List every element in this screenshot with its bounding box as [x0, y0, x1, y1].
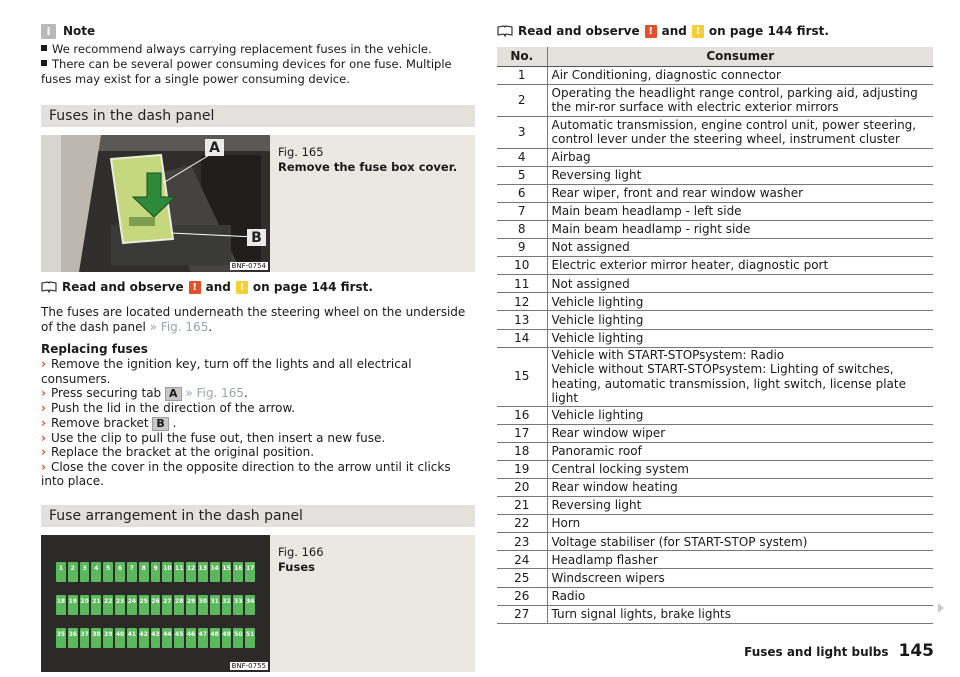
table-row — [497, 605, 933, 623]
table-row — [497, 406, 933, 424]
table-header-row — [497, 47, 933, 66]
fuse-number-cell: 27 — [497, 605, 547, 623]
table-row — [497, 275, 933, 293]
intro-paragraph: The fuses are located underneath the steering wheel on the underside of the dash panel » Fig. 165. — [41, 305, 466, 334]
table-row — [497, 329, 933, 347]
consumer-cell: Radio — [547, 587, 933, 605]
fuse-number-cell: 19 — [497, 460, 547, 478]
fuse-slot: 20 — [80, 595, 90, 615]
consumer-cell: Rear window wiper — [547, 424, 933, 442]
fuse-slot: 5 — [103, 562, 113, 582]
step-arrow-icon: › — [41, 459, 46, 474]
fuse-row — [56, 595, 255, 615]
continue-arrow-icon — [938, 603, 944, 613]
fuse-slot: 2 — [68, 562, 78, 582]
consumer-cell: Panoramic roof — [547, 442, 933, 460]
consumer-cell: Vehicle lighting — [547, 293, 933, 311]
warning-yellow-icon[interactable]: ! — [692, 25, 704, 38]
step-item: › Replace the bracket at the original position. — [41, 445, 315, 459]
fuse-number-cell: 15 — [497, 347, 547, 406]
consumer-cell: Vehicle lighting — [547, 311, 933, 329]
fuse-slot: 38 — [91, 628, 101, 648]
step-arrow-icon: › — [41, 401, 46, 415]
consumer-cell: Windscreen wipers — [547, 569, 933, 587]
table-row — [497, 497, 933, 515]
step-arrow-icon: › — [41, 445, 46, 459]
table-row — [497, 533, 933, 551]
fuse-slot: 28 — [174, 595, 184, 615]
table-row — [497, 515, 933, 533]
fuse-slot: 11 — [174, 562, 184, 582]
table-row — [497, 66, 933, 84]
fuse-number-cell: 10 — [497, 257, 547, 275]
fuse-slot: 14 — [210, 562, 220, 582]
fuse-number-cell: 4 — [497, 148, 547, 166]
bullet-square-icon — [41, 60, 47, 66]
replacing-title: Replacing fuses — [41, 342, 148, 356]
fuse-cover-photo — [41, 135, 270, 272]
key-a-badge: A — [165, 387, 182, 401]
fig-165-link[interactable]: » Fig. 165 — [185, 386, 245, 400]
table-row — [497, 442, 933, 460]
step-arrow-icon: › — [41, 357, 46, 371]
consumer-cell: Rear window heating — [547, 479, 933, 497]
fuse-slot: 33 — [233, 595, 243, 615]
table-row — [497, 347, 933, 406]
fuse-number-cell: 9 — [497, 239, 547, 257]
table-row — [497, 184, 933, 202]
fuse-slot: 32 — [222, 595, 232, 615]
fuse-slot: 10 — [162, 562, 172, 582]
consumer-cell: Headlamp flasher — [547, 551, 933, 569]
step-arrow-icon: › — [41, 415, 46, 430]
consumer-cell: Electric exterior mirror heater, diagnostic port — [547, 257, 933, 275]
fuse-slot: 31 — [210, 595, 220, 615]
step-item: › Push the lid in the direction of the arrow. — [41, 401, 296, 415]
fuse-slot: 42 — [139, 628, 149, 648]
consumer-cell: Reversing light — [547, 166, 933, 184]
consumer-cell: Rear wiper, front and rear window washer — [547, 184, 933, 202]
step-arrow-icon: › — [41, 430, 46, 445]
left-column — [41, 20, 475, 672]
table-row — [497, 166, 933, 184]
bullet-square-icon — [41, 45, 47, 51]
table-row — [497, 84, 933, 116]
table-row — [497, 220, 933, 238]
fuse-number-cell: 11 — [497, 275, 547, 293]
column-header-consumer: Consumer — [547, 47, 933, 66]
figure-code: BNF-0754 — [231, 262, 266, 270]
fuse-slot: 39 — [103, 628, 113, 648]
table-row — [497, 257, 933, 275]
table-row — [497, 311, 933, 329]
fuse-number-cell: 14 — [497, 329, 547, 347]
step-arrow-icon: › — [41, 386, 46, 400]
fuse-slot: 15 — [222, 562, 232, 582]
fuse-slot: 43 — [151, 628, 161, 648]
fuse-slot: 46 — [186, 628, 196, 648]
fuse-slot: 9 — [151, 562, 161, 582]
consumer-cell: Not assigned — [547, 239, 933, 257]
table-row — [497, 239, 933, 257]
consumer-cell: Vehicle lighting — [547, 406, 933, 424]
fuse-slot: 7 — [127, 562, 137, 582]
page-footer — [744, 641, 934, 661]
fuse-slot: 50 — [233, 628, 243, 648]
fuse-slot: 18 — [56, 595, 66, 615]
fuse-slot: 3 — [80, 562, 90, 582]
figure-166-caption — [270, 535, 324, 672]
consumer-cell: Main beam headlamp - left side — [547, 202, 933, 220]
table-row — [497, 460, 933, 478]
fuse-number-cell: 25 — [497, 569, 547, 587]
fuse-slot: 51 — [245, 628, 255, 648]
table-row — [497, 587, 933, 605]
key-b-badge: B — [152, 417, 168, 431]
table-row — [497, 479, 933, 497]
fuse-row — [56, 628, 255, 648]
footer-section-title: Fuses and light bulbs — [744, 645, 889, 659]
fuse-slot: 21 — [91, 595, 101, 615]
table-row — [497, 424, 933, 442]
figure-label: Fig. 165 — [278, 145, 324, 159]
step-item: › Close the cover in the opposite direction to the arrow until it clicks into place. — [41, 459, 451, 488]
note-bullet: We recommend always carrying replacement fuses in the vehicle. — [41, 42, 475, 57]
figure-title: Fuses — [278, 559, 315, 574]
fuse-number-cell: 2 — [497, 84, 547, 116]
note-bullet: There can be several power consuming devices for one fuse. Multiple fuses may exist for a single power consuming device. — [41, 57, 452, 86]
fuse-slot: 47 — [198, 628, 208, 648]
fig-165-link[interactable]: » Fig. 165 — [149, 320, 209, 334]
fuse-cover-illustration — [41, 135, 270, 272]
consumer-cell: Voltage stabiliser (for START-STOP system) — [547, 533, 933, 551]
fuse-row — [56, 562, 255, 582]
marker-a-label: A — [205, 139, 224, 156]
right-column — [497, 20, 933, 624]
note-title: Note — [63, 24, 96, 38]
fuse-slot: 19 — [68, 595, 78, 615]
table-row — [497, 148, 933, 166]
fuse-number-cell: 7 — [497, 202, 547, 220]
fuse-slot: 25 — [139, 595, 149, 615]
fuse-slot: 30 — [198, 595, 208, 615]
step-item: › Use the clip to pull the fuse out, then insert a new fuse. — [41, 430, 386, 445]
fuse-number-cell: 21 — [497, 497, 547, 515]
step-item: › Press securing tab A » Fig. 165. — [41, 386, 248, 400]
info-icon: i — [41, 24, 56, 39]
consumer-cell: Reversing light — [547, 497, 933, 515]
figure-165-caption — [270, 135, 457, 272]
figure-166 — [41, 535, 475, 672]
fuse-slot: 26 — [151, 595, 161, 615]
fuse-slot: 36 — [68, 628, 78, 648]
warning-yellow-icon[interactable]: ! — [236, 281, 248, 294]
fuse-number-cell: 17 — [497, 424, 547, 442]
step-item: › Remove bracket B . — [41, 415, 177, 430]
consumer-cell: Automatic transmission, engine control unit, power steering, control lever under the steering wheel, instrument cluster — [547, 116, 933, 148]
figure-165 — [41, 135, 475, 272]
consumer-cell: Central locking system — [547, 460, 933, 478]
consumer-cell: Horn — [547, 515, 933, 533]
marker-b-label: B — [247, 229, 266, 246]
section-heading-fuse-arrangement: Fuse arrangement in the dash panel — [41, 505, 475, 527]
fuse-slot: 1 — [56, 562, 66, 582]
fuse-number-cell: 3 — [497, 116, 547, 148]
fuse-slot: 29 — [186, 595, 196, 615]
fuse-slot: 17 — [245, 562, 255, 582]
consumer-cell: Turn signal lights, brake lights — [547, 605, 933, 623]
fuse-slot: 13 — [198, 562, 208, 582]
fuse-slot: 34 — [245, 595, 255, 615]
consumer-cell: Vehicle lighting — [547, 329, 933, 347]
fuse-slot: 49 — [222, 628, 232, 648]
page-number: 145 — [898, 641, 934, 661]
read-observe-line: Read and observe ! and ! on page 144 first. — [497, 20, 933, 42]
read-observe-line: Read and observe ! and ! on page 144 first. — [41, 278, 475, 296]
consumer-cell: Not assigned — [547, 275, 933, 293]
figure-title: Remove the fuse box cover. — [278, 160, 458, 174]
fuse-layout-diagram — [41, 535, 270, 672]
fuse-number-cell: 18 — [497, 442, 547, 460]
fuse-slot: 22 — [103, 595, 113, 615]
fuse-slot: 27 — [162, 595, 172, 615]
table-row — [497, 569, 933, 587]
fuse-number-cell: 12 — [497, 293, 547, 311]
fuse-number-cell: 8 — [497, 220, 547, 238]
table-row — [497, 293, 933, 311]
fuse-slot: 24 — [127, 595, 137, 615]
figure-label: Fig. 166 — [278, 544, 324, 559]
table-body — [497, 66, 933, 623]
fuse-number-cell: 16 — [497, 406, 547, 424]
column-header-no: No. — [497, 47, 547, 66]
fuse-number-cell: 23 — [497, 533, 547, 551]
fuse-number-cell: 1 — [497, 66, 547, 84]
consumer-cell: Main beam headlamp - right side — [547, 220, 933, 238]
step-item: › Remove the ignition key, turn off the lights and all electrical consumers. — [41, 357, 412, 386]
book-icon — [41, 281, 57, 293]
fuse-number-cell: 20 — [497, 479, 547, 497]
warning-red-icon[interactable]: ! — [645, 25, 657, 38]
book-icon — [497, 25, 513, 37]
fuse-slot: 35 — [56, 628, 66, 648]
fuse-slot: 40 — [115, 628, 125, 648]
fuse-slot: 8 — [139, 562, 149, 582]
fuse-number-cell: 6 — [497, 184, 547, 202]
section-heading-fuses-dash: Fuses in the dash panel — [41, 105, 475, 127]
note-header — [41, 20, 475, 42]
fuse-slot: 4 — [91, 562, 101, 582]
figure-code: BNF-0755 — [231, 661, 266, 670]
fuse-slot: 44 — [162, 628, 172, 648]
fuse-slot: 23 — [115, 595, 125, 615]
fuse-number-cell: 24 — [497, 551, 547, 569]
fuse-consumer-table — [497, 47, 933, 624]
fuse-slot: 45 — [174, 628, 184, 648]
fuse-slot: 37 — [80, 628, 90, 648]
fuse-grid — [56, 562, 255, 648]
consumer-cell: Air Conditioning, diagnostic connector — [547, 66, 933, 84]
fuse-slot: 41 — [127, 628, 137, 648]
fuse-number-cell: 5 — [497, 166, 547, 184]
warning-red-icon[interactable]: ! — [189, 281, 201, 294]
fuse-number-cell: 26 — [497, 587, 547, 605]
consumer-cell: Airbag — [547, 148, 933, 166]
fuse-slot: 16 — [233, 562, 243, 582]
fuse-slot: 12 — [186, 562, 196, 582]
consumer-cell: Operating the headlight range control, parking aid, adjusting the mir-ror surface with electric exterior mirrors — [547, 84, 933, 116]
fuse-number-cell: 22 — [497, 515, 547, 533]
fuse-slot: 48 — [210, 628, 220, 648]
table-row — [497, 551, 933, 569]
fuse-slot: 6 — [115, 562, 125, 582]
fuse-number-cell: 13 — [497, 311, 547, 329]
consumer-cell: Vehicle with START-STOPsystem: Radio Vehicle without START-STOPsystem: Lighting of switches, heating, automatic transmission, light switch, license plate light — [547, 347, 933, 406]
table-row — [497, 202, 933, 220]
table-row — [497, 116, 933, 148]
